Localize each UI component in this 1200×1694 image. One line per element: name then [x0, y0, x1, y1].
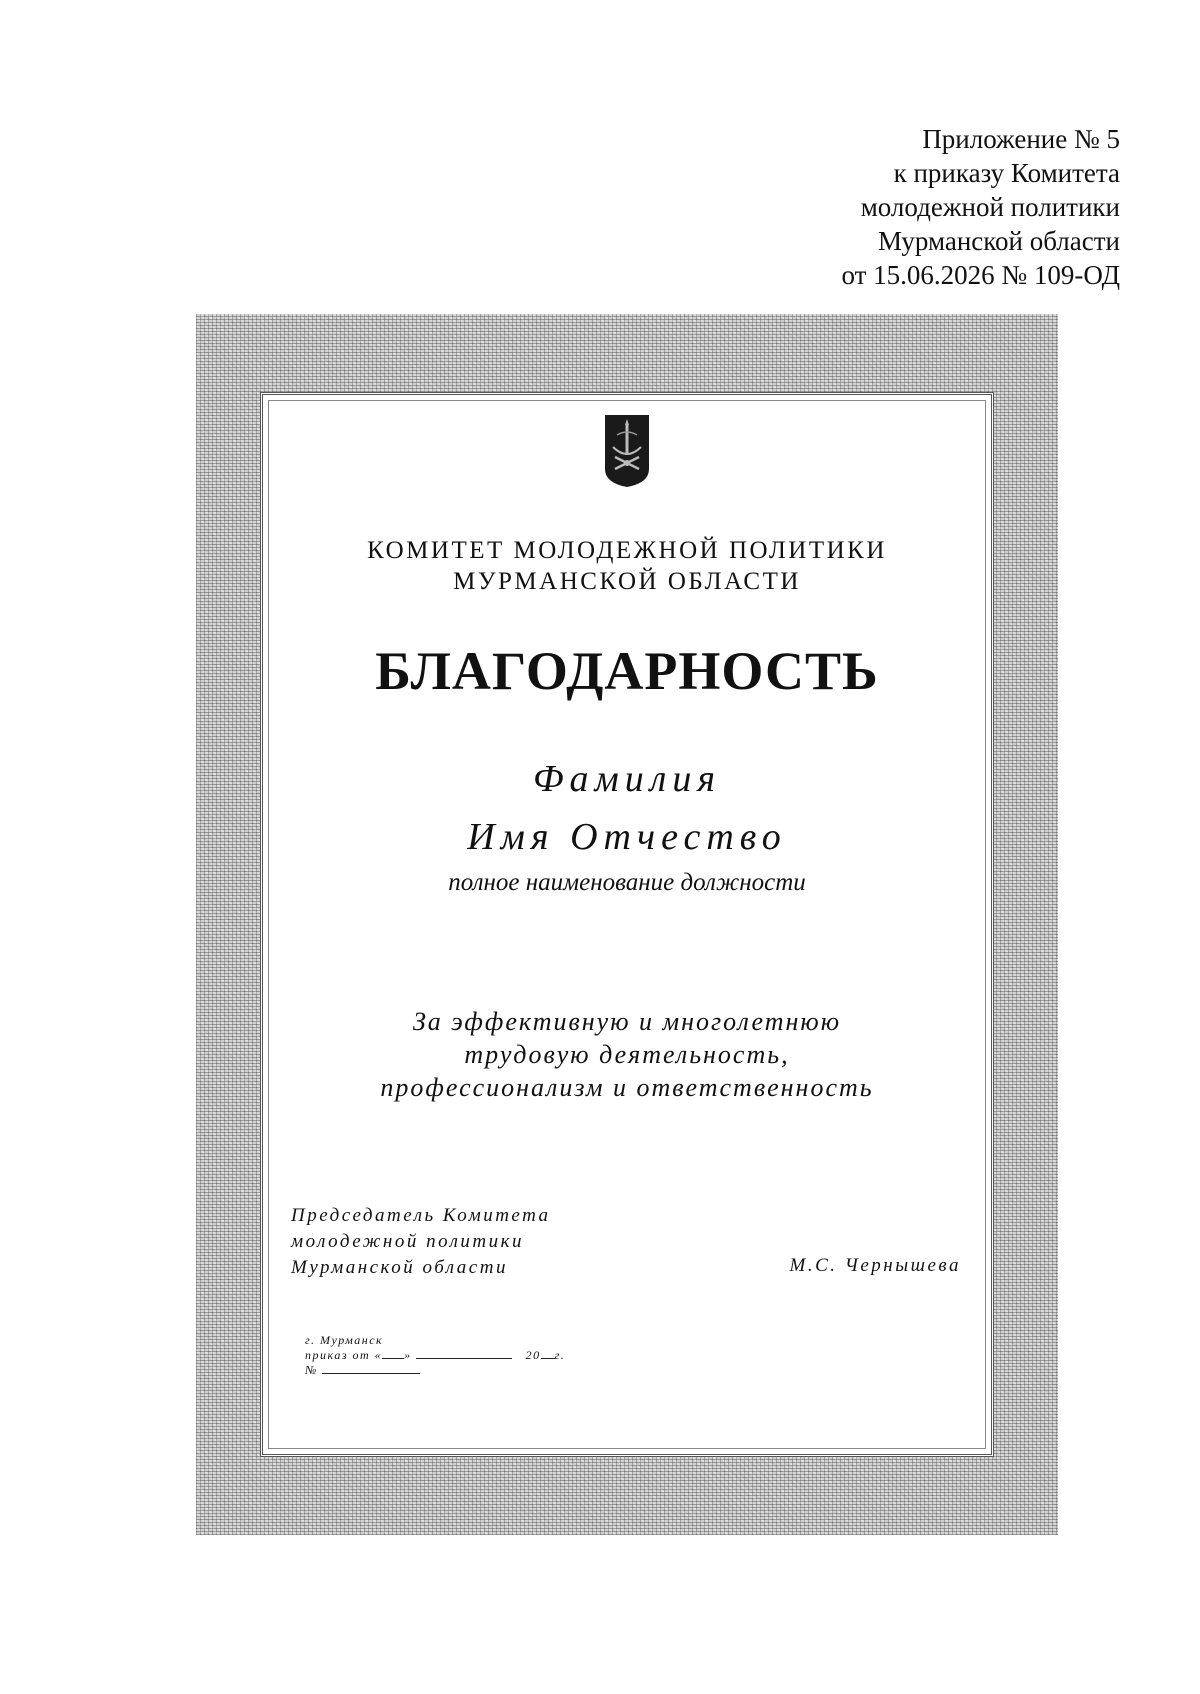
- order-prefix: приказ от «: [305, 1348, 383, 1362]
- order-day-blank: [382, 1358, 404, 1359]
- appendix-line-2: к приказу Комитета: [893, 158, 1120, 188]
- award-reason: [263, 1005, 991, 1104]
- certificate-body: [260, 392, 994, 1457]
- order-number-blank: [322, 1373, 420, 1374]
- city: г. Мурманск: [305, 1333, 384, 1347]
- organization-line-1: КОМИТЕТ МОЛОДЕЖНОЙ ПОЛИТИКИ: [367, 537, 887, 564]
- murmansk-coat-of-arms-icon: [603, 413, 651, 489]
- organization-name: [263, 535, 991, 597]
- signer-name: М.С. Чернышева: [789, 1255, 961, 1276]
- appendix-line-5: от 15.06.2026 № 109-ОД: [841, 260, 1120, 290]
- chair-title: [291, 1203, 551, 1281]
- certificate-title: БЛАГОДАРНОСТЬ: [375, 641, 879, 701]
- appendix-line-1: Приложение № 5: [922, 124, 1120, 154]
- chair-line-2: молодежной политики: [291, 1231, 524, 1252]
- order-number-label: №: [305, 1363, 318, 1377]
- order-date-line: [305, 1348, 565, 1363]
- order-quote-close: »: [404, 1348, 412, 1362]
- appendix-line-3: молодежной политики: [860, 192, 1120, 222]
- recipient-surname: Фамилия: [532, 758, 722, 800]
- order-details: [305, 1333, 565, 1378]
- recipient-position: полное наименование должности: [448, 869, 806, 896]
- chair-line-1: Председатель Комитета: [291, 1205, 551, 1226]
- recipient-name: [263, 750, 991, 866]
- chair-line-3: Мурманской области: [291, 1257, 508, 1278]
- reason-line-1: За эффективную и многолетнюю: [412, 1007, 842, 1036]
- certificate-frame: [196, 314, 1058, 1535]
- appendix-line-4: Мурманской области: [878, 226, 1120, 256]
- reason-line-3: профессионализм и ответственность: [380, 1073, 874, 1102]
- order-year-prefix: 20: [525, 1348, 541, 1362]
- order-year-blank: [541, 1358, 555, 1359]
- order-year-suffix: г.: [554, 1348, 566, 1362]
- appendix-header: [841, 122, 1120, 292]
- recipient-given-names: Имя Отчество: [467, 816, 787, 858]
- reason-line-2: трудовую деятельность,: [464, 1040, 790, 1069]
- order-number-line: [305, 1363, 565, 1378]
- order-month-blank: [416, 1358, 512, 1359]
- organization-line-2: МУРМАНСКОЙ ОБЛАСТИ: [453, 568, 801, 595]
